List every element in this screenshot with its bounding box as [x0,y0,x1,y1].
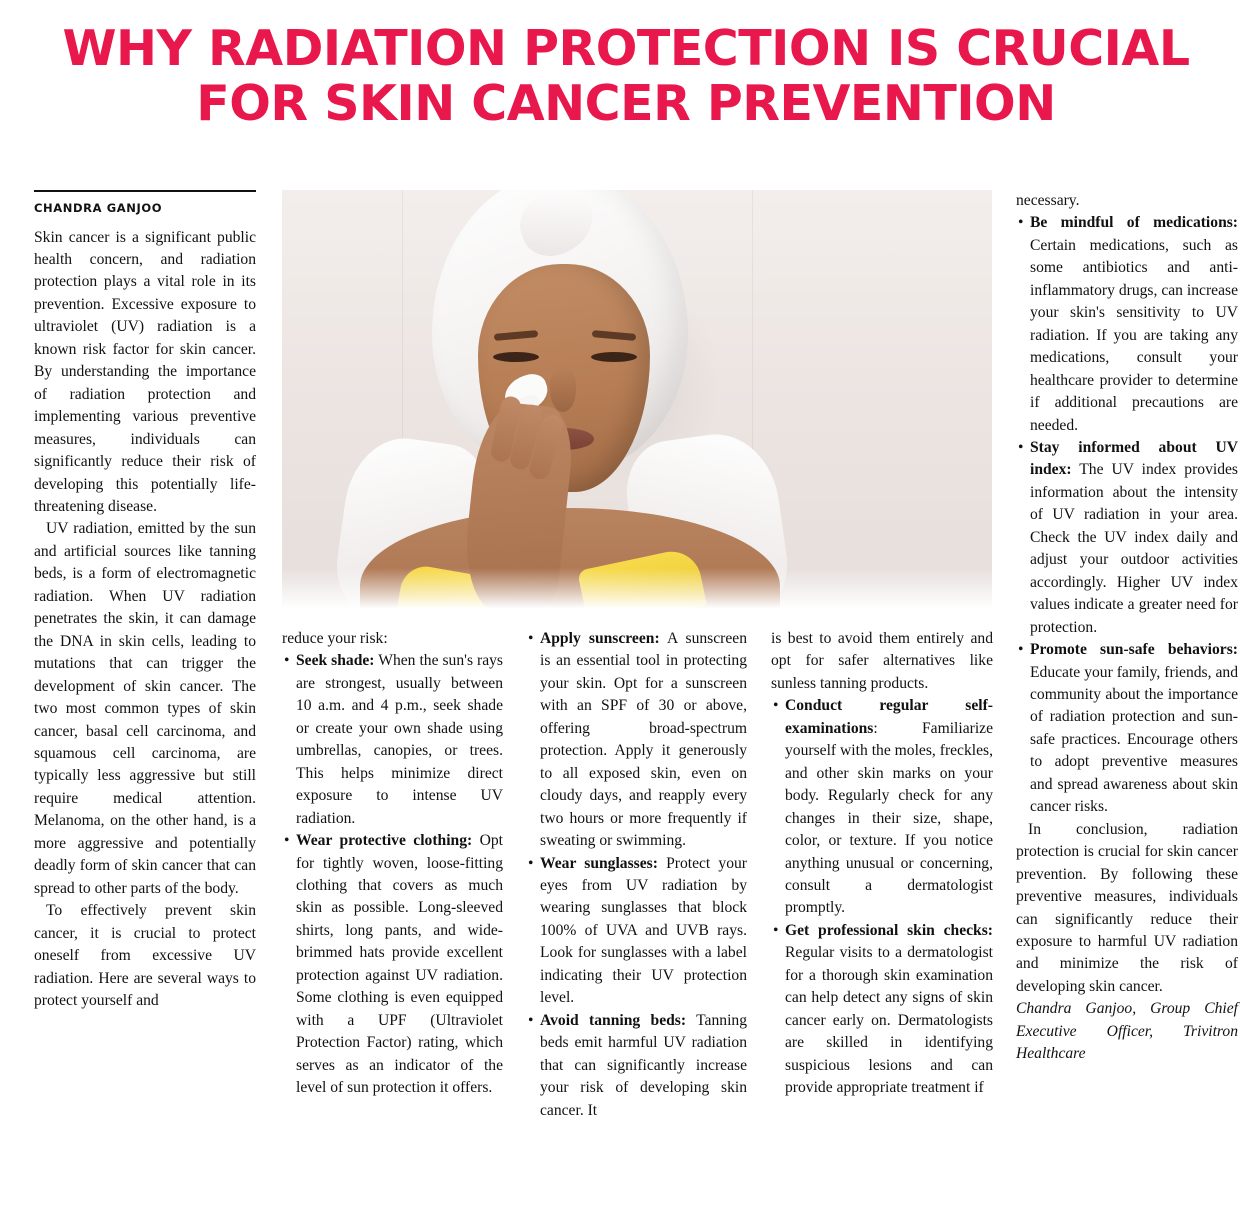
list-item-label: Seek shade: [296,652,375,670]
bullet-icon: • [1018,214,1024,232]
list-item-text: Certain medications, such as some antibiotics and anti-inflammatory drugs, can increase your skin's sensitivity to UV radiation. If you are taking any medications, consult your healthcare provider to determine if additional precautions are needed. [1030,236,1238,434]
paragraph: Skin cancer is a significant public health concern, and radiation protection plays a vital role in its prevention. Excessive exposure to ultraviolet (UV) radiation is a known risk factor for skin cancer. By understanding the importance of radiation protection and implementing various preventive measures, individuals can significantly reduce their risk of developing this potentially life-threatening disease. [34,228,256,515]
list-item [1016,639,1238,819]
list-item [282,650,503,830]
list-item-label: Be mindful of medications: [1030,214,1238,232]
column-4 [771,628,993,1100]
paragraph: To effectively prevent skin cancer, it is crucial to protect oneself from excessive UV radiation. Here are several ways to protect yourself and [34,902,256,1009]
list-item-text: A sunscreen is an essential tool in protecting your skin. Opt for a sunscreen with an SPF of 30 or above, offering broad-spectrum protection. Apply it generously to all exposed skin, even on cloudy days, and reapply every two hours or more frequently if sweating or swimming. [540,630,747,850]
list-item-label: Apply sunscreen: [540,630,660,647]
list-item [1016,212,1238,437]
column-1 [34,190,256,1012]
list-item-label: Avoid tanning beds: [540,1011,687,1029]
list-item-text: Educate your family, friends, and community about the importance of radiation protection and sun-safe practices. Encourage others to adopt preventive measures and spread awareness about skin cancer risks. [1030,663,1238,816]
nose-shape [550,368,576,412]
photo-bottom-fade [282,568,992,612]
photo-image [282,190,992,612]
article-photo [282,190,992,612]
list-item-text: Tanning beds emit harmful UV radiation that can significantly increase your risk of developing skin cancer. It [540,1011,747,1119]
list-item-text: Regular visits to a dermatologist for a thorough skin examination can help detect any signs of skin cancer early on. Dermatologists are skilled in identifying suspicious lesions and can provide appropriate treatment if [785,944,993,1097]
paragraph: necessary. [1016,192,1080,209]
paragraph: In conclusion, radiation protection is crucial for skin cancer prevention. By following these preventive measures, individuals can significantly reduce their exposure to harmful UV radiation and minimize the risk of developing skin cancer. [1016,820,1238,995]
list-item-label: Get professional skin checks: [785,921,993,939]
list-item-label: Stay informed about UV index: [1030,438,1238,479]
bullet-icon: • [528,854,534,872]
bullet-icon: • [284,652,290,670]
bullet-icon: • [284,832,290,850]
bullet-icon: • [528,630,534,647]
list-item-text: The UV index provides information about the intensity of UV radiation in your area. Check the UV index daily and adjust your outdoor activities accordingly. Higher UV index values indicate a greater need for protection. [1030,461,1238,636]
list-item-label: Wear sunglasses: [540,854,658,872]
article-page [0,22,1252,1225]
right-eye-shape [591,352,637,362]
list-item-label: Wear protective clothing: [296,832,473,850]
bullet-icon: • [1018,438,1024,456]
article-body [34,190,1238,1217]
bullet-icon: • [528,1011,534,1029]
column-3 [526,628,747,1122]
list-item-label: Promote sun-safe behaviors: [1030,641,1238,659]
list-item [771,920,993,1100]
bullet-icon: • [1018,641,1024,659]
list-item-text: Protect your eyes from UV radiation by wearing sunglasses that block 100% of UVA and UVB rays. Look for sunglasses with a label indicating their UV protection level. [540,854,747,1007]
byline: CHANDRA GANJOO [34,190,256,217]
list-item [1016,437,1238,639]
list-item-label: Conduct regular self-examinations [785,697,993,737]
bullet-icon: • [773,921,779,939]
paragraph: UV radiation, emitted by the sun and artificial sources like tanning beds, is a form of electromagnetic radiation. When UV radiation penetrates the skin, it can damage the DNA in skin cells, leading to mutations that can trigger the development of skin cancer. The two most common types of skin cancer, basal cell carcinoma, and squamous cell carcinoma, are typically less aggressive but still require medical attention. Melanoma, on the other hand, is a more aggressive and potentially deadly form of skin cancer that can spread to other parts of the body. [34,520,256,897]
left-eye-shape [493,352,539,362]
list-item-text: Opt for tightly woven, loose-fitting clothing that covers as much skin as possible. Long-sleeved shirts, long pants, and wide-brimmed hats provide excellent protection against UV radiation. Some clothing is even equipped with a UPF (Ultraviolet Protection Factor) rating, which serves as an indicator of the level of sun protection it offers. [296,832,503,1097]
page-title: WHY RADIATION PROTECTION IS CRUCIAL FOR SKIN CANCER PREVENTION [62,20,1190,132]
bullet-icon: • [773,697,779,715]
list-item [526,1010,747,1122]
author-signoff: Chandra Ganjoo, Group Chief Executive Officer, Trivitron Healthcare [1016,1000,1238,1063]
list-item [526,628,747,853]
column-2 [282,628,503,1100]
list-item [526,853,747,1010]
list-item [282,830,503,1099]
paragraph: reduce your risk: [282,630,388,647]
column-5 [1016,190,1238,1066]
list-item-text: : Familiarize yourself with the moles, freckles, and other skin marks on your body. Regularly check for any changes in their size, shape, color, or texture. If you notice anything unusual or concerning, consult a dermatologist promptly. [785,719,993,917]
list-item [771,695,993,920]
list-item-text: When the sun's rays are strongest, usually between 10 a.m. and 4 p.m., seek shade or create your own shade using umbrellas, canopies, or trees. This helps minimize direct exposure to intense UV radiation. [296,652,503,827]
paragraph: is best to avoid them entirely and opt for safer alternatives like sunless tanning products. [771,630,993,692]
